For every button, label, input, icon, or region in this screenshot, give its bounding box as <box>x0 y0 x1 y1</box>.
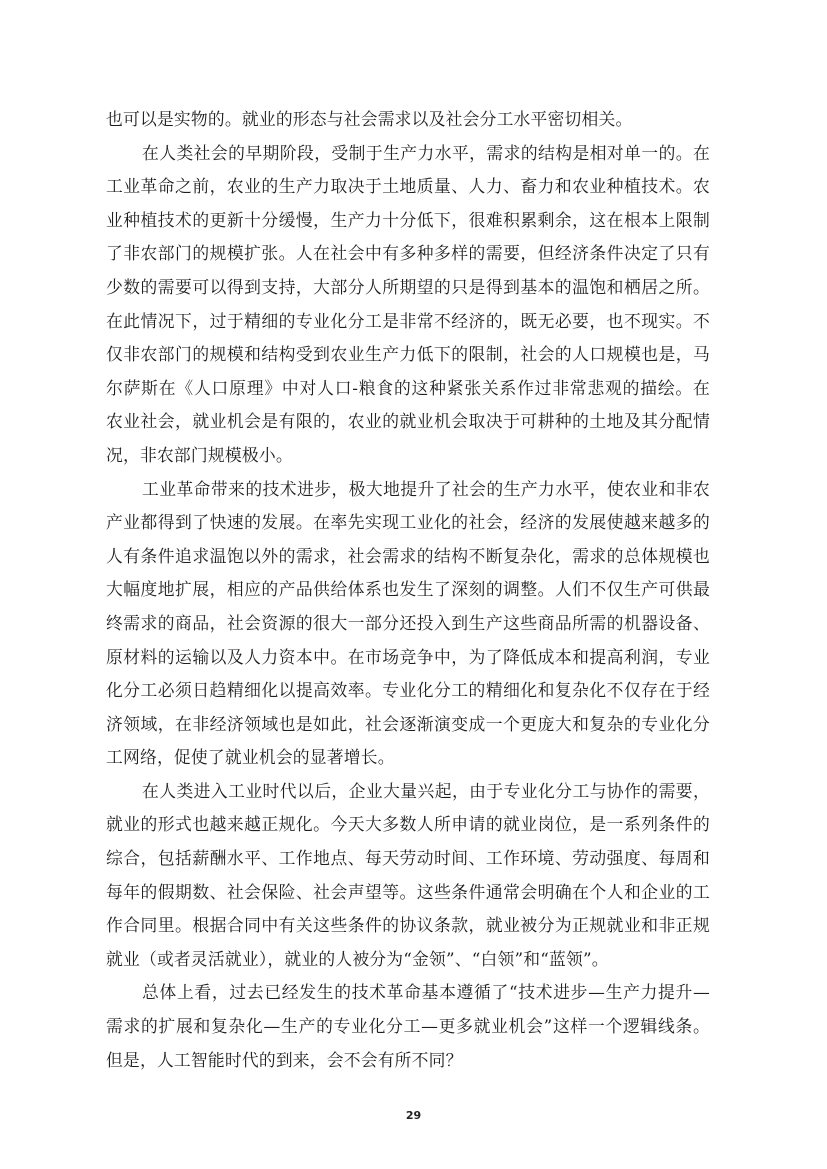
text-line: 况，非农部门规模极小。 <box>106 444 293 465</box>
text-line: 大幅度地扩展，相应的产品供给体系也发生了深刻的调整。人们不仅生产可供最 <box>106 579 710 600</box>
text-line: 终需求的商品，社会资源的很大一部分还投入到生产这些商品所需的机器设备、 <box>106 612 710 633</box>
text-line: 产业都得到了快速的发展。在率先实现工业化的社会，经济的发展使越来越多的 <box>106 512 710 533</box>
page-number: 29 <box>405 1109 422 1122</box>
text-line: 也可以是实物的。就业的形态与社会需求以及社会分工水平密切相关。 <box>106 109 633 129</box>
text-line: 人有条件追求温饱以外的需求，社会需求的结构不断复杂化，需求的总体规模也 <box>106 545 710 566</box>
paragraph-5 <box>106 976 710 1077</box>
body-text <box>106 103 710 1077</box>
paragraph-3 <box>106 473 710 775</box>
text-line: 少数的需要可以得到支持，大部分人所期望的只是得到基本的温饱和栖居之所。 <box>106 276 710 297</box>
text-line: 总体上看，过去已经发生的技术革命基本遵循了“技术进步—生产力提升— <box>142 982 710 1003</box>
paragraph-1 <box>106 103 710 137</box>
text-line: 在人类社会的早期阶段，受制于生产力水平，需求的结构是相对单一的。在 <box>142 142 710 163</box>
text-line: 济领域，在非经济领域也是如此，社会逐渐演变成一个更庞大和复杂的专业化分 <box>106 713 710 734</box>
text-line: 尔萨斯在《人口原理》中对人口-粮食的这种紧张关系作过非常悲观的描绘。在 <box>106 377 710 398</box>
text-line: 就业（或者灵活就业），就业的人被分为“金领”、“白领”和“蓝领”。 <box>106 948 609 969</box>
text-line: 业种植技术的更新十分缓慢，生产力十分低下，很难积累剩余，这在根本上限制 <box>106 209 710 230</box>
text-line: 了非农部门的规模扩张。人在社会中有多种多样的需要，但经济条件决定了只有 <box>106 243 710 264</box>
text-line: 工业革命带来的技术进步，极大地提升了社会的生产力水平，使农业和非农 <box>142 478 710 499</box>
text-line: 工网络，促使了就业机会的显著增长。 <box>106 747 395 768</box>
paragraph-4 <box>106 775 710 977</box>
text-line: 作合同里。根据合同中有关这些条件的协议条款，就业被分为正规就业和非正规 <box>106 915 710 936</box>
text-line: 综合，包括薪酬水平、工作地点、每天劳动时间、工作环境、劳动强度、每周和 <box>106 848 710 869</box>
text-line: 在人类进入工业时代以后，企业大量兴起，由于专业化分工与协作的需要， <box>142 780 710 801</box>
text-line: 每年的假期数、社会保险、社会声望等。这些条件通常会明确在个人和企业的工 <box>106 881 710 902</box>
text-line: 农业社会，就业机会是有限的，农业的就业机会取决于可耕种的土地及其分配情 <box>106 411 710 432</box>
text-line: 需求的扩展和复杂化—生产的专业化分工—更多就业机会”这样一个逻辑线条。 <box>106 1016 710 1037</box>
text-line: 但是，人工智能时代的到来，会不会有所不同？ <box>106 1049 463 1070</box>
text-line: 在此情况下，过于精细的专业化分工是非常不经济的，既无必要，也不现实。不 <box>106 310 710 331</box>
text-line: 化分工必须日趋精细化以提高效率。专业化分工的精细化和复杂化不仅存在于经 <box>106 680 710 701</box>
paragraph-2 <box>106 137 710 473</box>
text-line: 工业革命之前，农业的生产力取决于土地质量、人力、畜力和农业种植技术。农 <box>106 176 710 197</box>
text-line: 就业的形式也越来越正规化。今天大多数人所申请的就业岗位，是一系列条件的 <box>106 814 710 835</box>
text-line: 仅非农部门的规模和结构受到农业生产力低下的限制，社会的人口规模也是，马 <box>106 344 710 365</box>
text-line: 原材料的运输以及人力资本中。在市场竞争中，为了降低成本和提高利润，专业 <box>106 646 710 667</box>
